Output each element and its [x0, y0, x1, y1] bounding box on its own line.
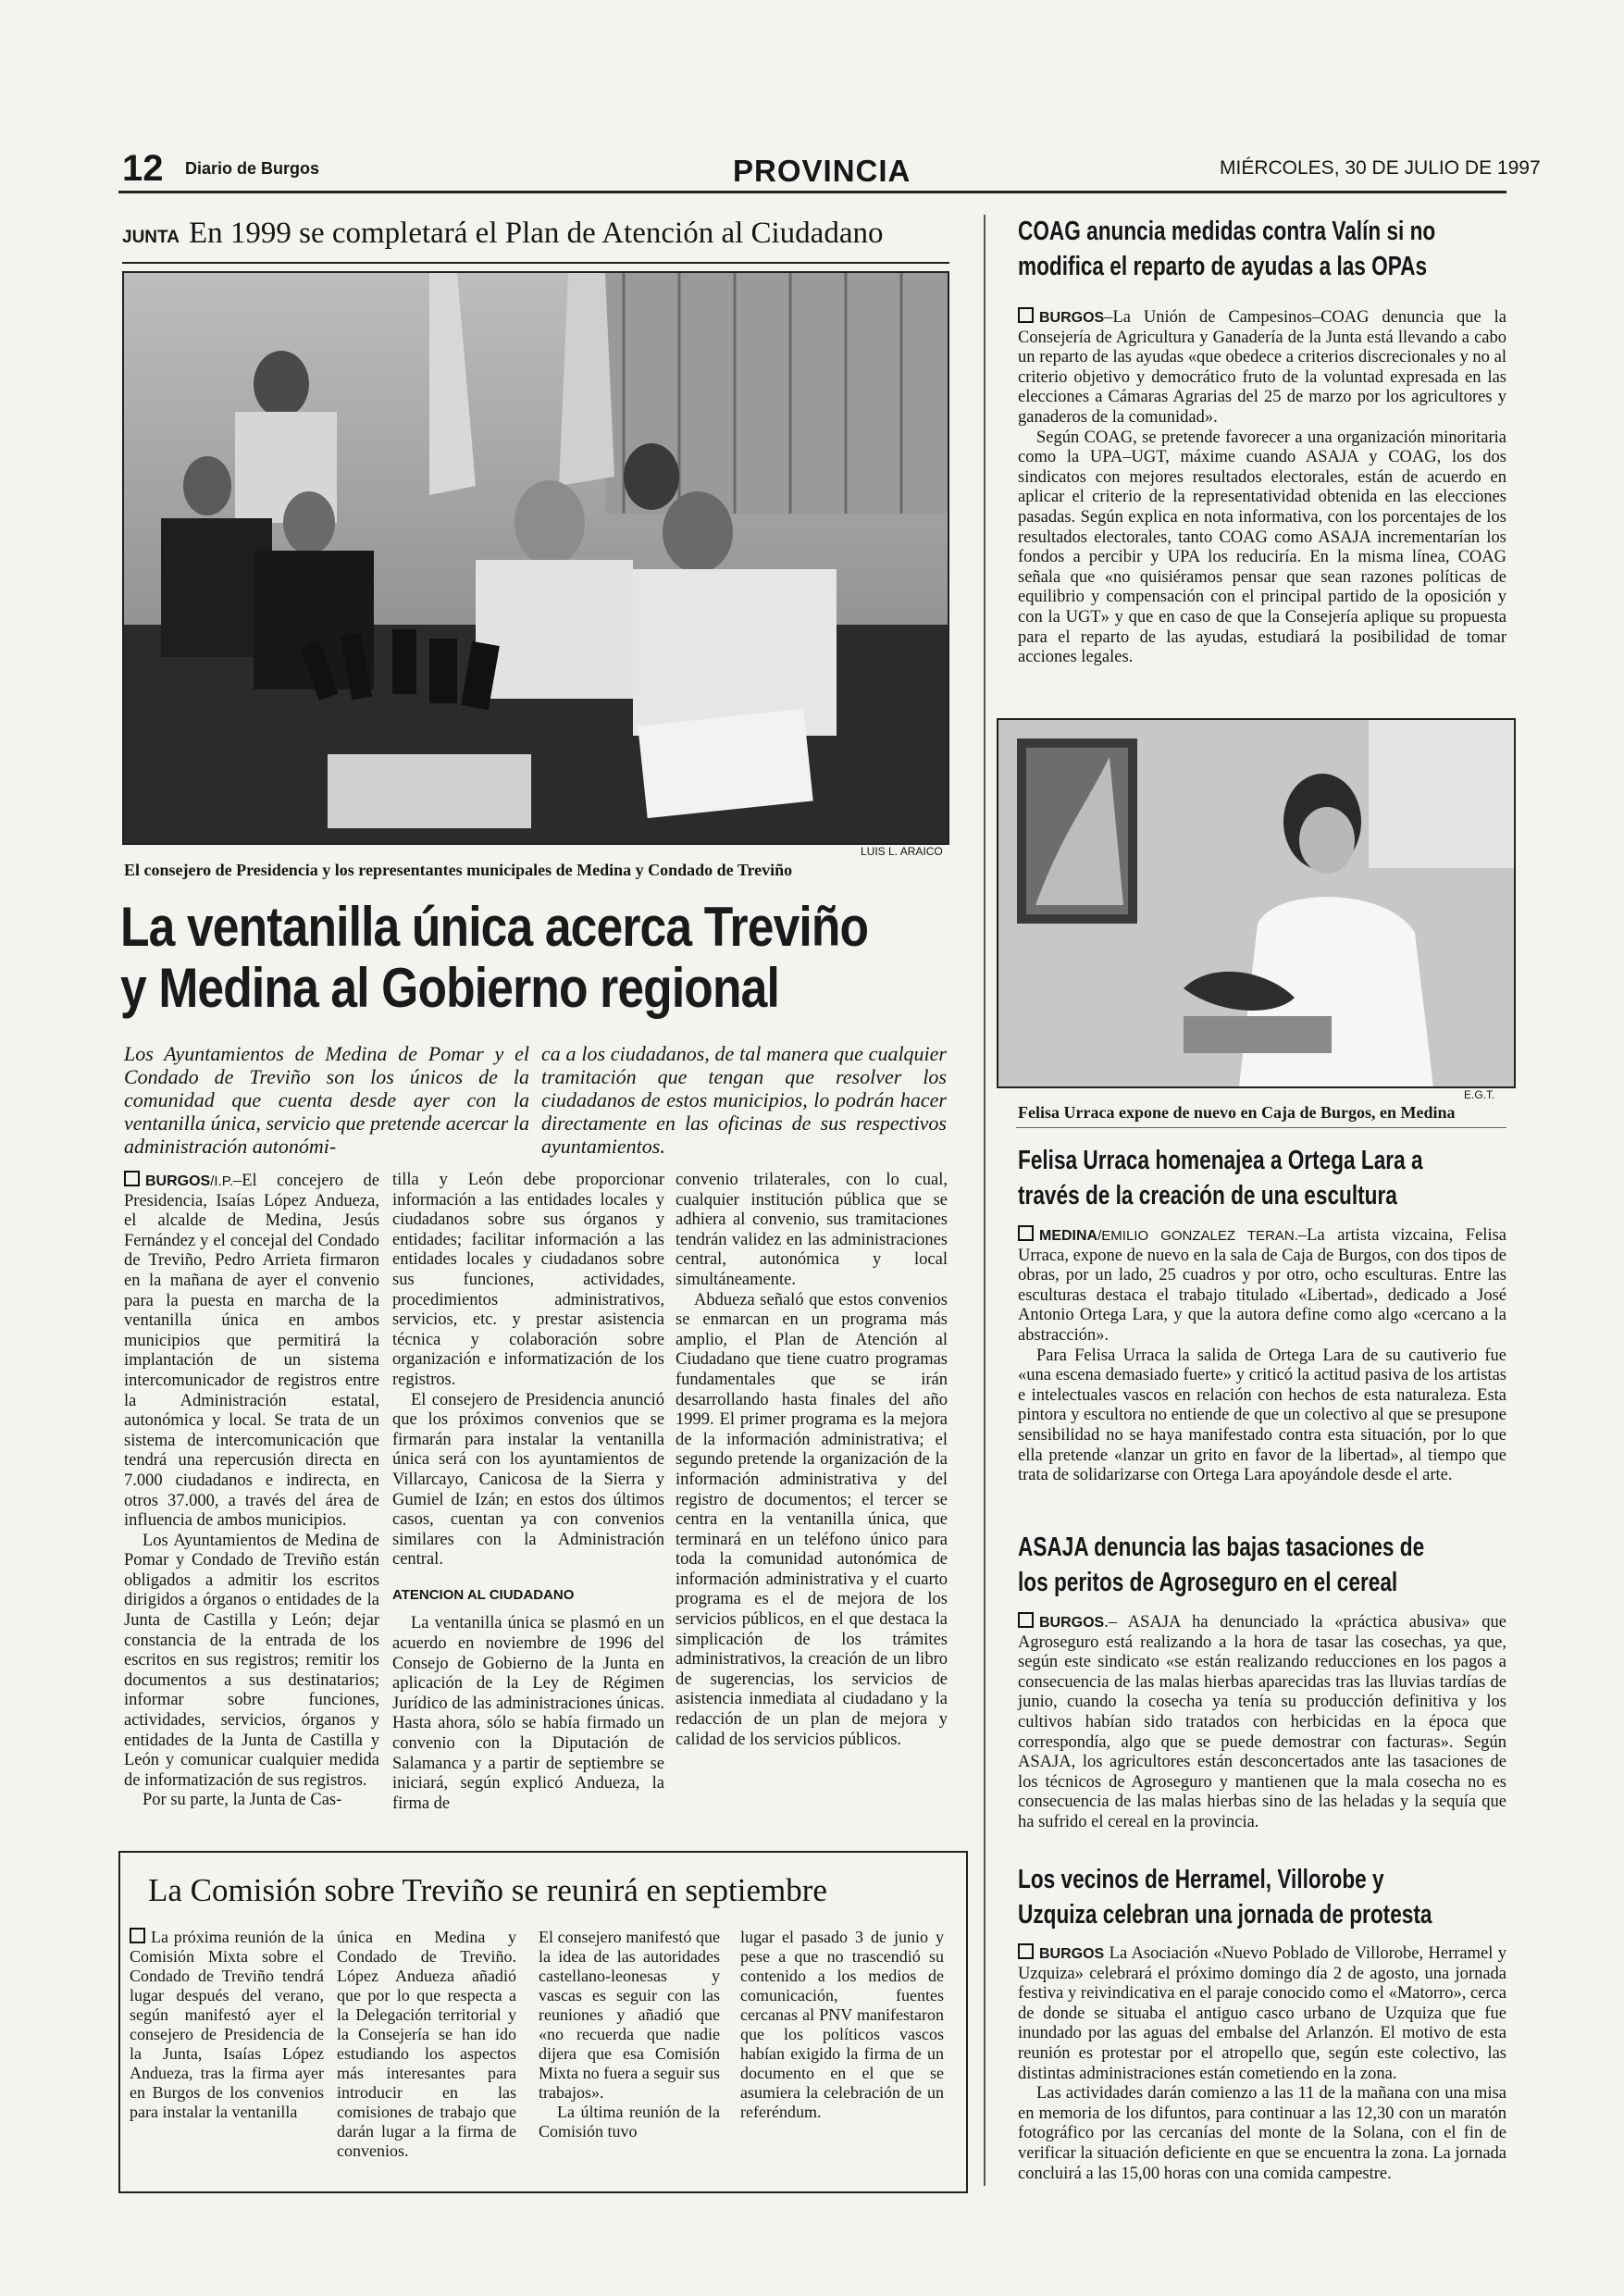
urraca-dateline-box-icon	[1018, 1225, 1034, 1241]
herramel-headline-line1: Los vecinos de Herramel, Villorobe y	[1018, 1865, 1384, 1894]
urraca-rule	[1016, 1127, 1506, 1128]
comision-box-icon	[130, 1928, 145, 1943]
comision-col2-text: única en Medina y Condado de Treviño. López Andueza añadió que por lo que respecta a la Delegación territorial y la Consejería se han ido estudiando los aspectos más interesantes para introducir en las comisiones de trabajo que darán lugar a la firma de convenios.	[337, 1928, 516, 2160]
main-col2-p1: tilla y León debe proporcionar información a las entidades locales y ciudadanos sobre sus órganos y entidades; facilitar información a las entidades locales y ciudadanos sobre sus funciones, actividades, procedimientos administrativos, servicios, etc. y prestar asistencia técnica y colaboración sobre organización e informatización de los registros.	[392, 1171, 664, 1389]
dateline: BURGOS	[145, 1173, 211, 1189]
main-col2-subhead: ATENCION AL CIUDADANO	[392, 1586, 575, 1603]
page-number: 12	[122, 148, 164, 189]
coag-dateline: BURGOS	[1039, 310, 1105, 326]
coag-dateline-box-icon	[1018, 307, 1034, 323]
comision-col1	[130, 1928, 324, 2122]
coag-body	[1018, 307, 1506, 668]
main-col1-p3: Por su parte, la Junta de Cas-	[143, 1791, 342, 1810]
main-photo	[122, 271, 949, 845]
lead-col2: ca a los ciudadanos, de tal manera que cualquier tramitación que tengan que resolver los ciudadanos de estos municipios, lo podrán hacer directamente en las oficinas de sus respectivos ayuntamientos.	[541, 1042, 947, 1158]
herramel-dateline-box-icon	[1018, 1943, 1034, 1959]
urraca-photo	[997, 718, 1516, 1088]
main-headline-line1: La ventanilla única acerca Treviño	[120, 896, 869, 958]
asaja-headline-line2: los peritos de Agroseguro en el cereal	[1018, 1568, 1398, 1597]
main-kicker	[122, 217, 955, 251]
herramel-p1: La Asociación «Nuevo Poblado de Villorobe, Herramel y Uzquiza» celebrará el próximo domingo día 2 de agosto, una jornada festiva y reivindicativa en el paraje conocido como el «Matorro», cerca de donde se situaba el antiguo casco urbano de Uzquiza que fue inundado por las aguas del embalse del Arlanzón. El motivo de esta reunión es protestar por el atropello que, según este colectivo, las distintas administraciones están cometiendo en la zona.	[1018, 1944, 1507, 2083]
masthead-rule	[118, 191, 1506, 193]
urraca-headline-line2: través de la creación de una escultura	[1018, 1181, 1397, 1210]
urraca-photo-credit: E.G.T.	[1464, 1088, 1495, 1101]
main-photo-credit: LUIS L. ARAICO	[861, 845, 943, 858]
herramel-headline-line2: Uzquiza celebran una jornada de protesta	[1018, 1900, 1432, 1930]
main-col2-p3: La ventanilla única se plasmó en un acuerdo en noviembre de 1996 del Consejo de Gobierno de la Junta en aplicación de la Ley de Régimen Jurídico de las administraciones únicas. Hasta ahora, sólo se había firmado un convenio con la Diputación de Salamanca y a partir de septiembre se iniciará, según explicó Andueza, la firma de	[392, 1614, 664, 1813]
lead-col1: Los Ayuntamientos de Medina de Pomar y el Condado de Treviño son los únicos de la comunidad que cuenta desde ayer con la ventanilla única, servicio que pretende acercar la administración autonómi-	[124, 1042, 529, 1158]
asaja-headline-line1: ASAJA denuncia las bajas tasaciones de	[1018, 1533, 1425, 1562]
main-col3-p1: convenio trilaterales, con lo cual, cualquier institución pública que se adhiera al convenio, sus tramitaciones tendrán validez en las administraciones central, autonómica y local simultáneamente.	[676, 1171, 948, 1289]
signing-photo-illustration	[124, 273, 948, 843]
main-col2-p2: El consejero de Presidencia anunció que los próximos convenios que se firmarán para instalar la ventanilla única será con los ayuntamientos de Villarcayo, Canicosa de la Sierra y Gumiel de Izán; en estos dos últimos casos, cuentan ya con convenios similares con la Administración central.	[392, 1390, 664, 1570]
main-col3-p2: Abdueza señaló que estos convenios se enmarcan en un programa más amplio, el Plan de Atención al Ciudadano que tiene cuatro programas fundamentales que se irán desarrollando hasta finales del año 1999. El primer programa es la mejora de la información administrativa; el segundo pretende la organización de la información administrativa y del registro de documentos; el tercer se centra en la ventanilla única, que terminará en un teléfono único para toda la comunidad autonómica de información administrativa y el cuarto programa es el de mejora de los servicios públicos, en el que destaca la simplicación de los trámites administrativos, la creación de un libro de sugerencias, los servicios de asistencia inmediata al ciudadano y la redacción de un plan de mejora y calidad de los servicios públicos.	[676, 1290, 948, 1749]
byline: /I.P.	[210, 1173, 233, 1189]
herramel-body	[1018, 1943, 1506, 2184]
coag-headline-line1: COAG anuncia medidas contra Valín si no	[1018, 217, 1436, 246]
column-divider	[984, 215, 986, 2186]
main-headline-line2: y Medina al Gobierno regional	[120, 957, 779, 1019]
comision-col4	[740, 1928, 944, 2122]
urraca-dateline: MEDINA	[1039, 1228, 1098, 1244]
comision-col4-text: lugar el pasado 3 de junio y pese a que no trascendió su contenido a los medios de comunicación, fuentes cercanas al PNV manifestaron que los políticos vascos habían exigido la firma de un documento en el que se asumiera la celebración de un referéndum.	[740, 1928, 944, 2121]
urraca-p2: Para Felisa Urraca la salida de Ortega Lara de su cautiverio fue «una escena demasiado fuerte» y criticó la actitud pasiva de los artistas e intelectuales vascos en relación con hechos de esta naturaleza. Esta pintora y escultora no entiende de que un colectivo al que se presupone sensibilidad no se haya manifestado contra esta situación, por lo que ella pretende «lanzar un grito en favor de la libertad», al tiempo que trata de solidarizarse con Ortega Lara apoyándole desde el arte.	[1018, 1346, 1506, 1485]
asaja-dateline-box-icon	[1018, 1612, 1034, 1628]
comision-col1-text: La próxima reunión de la Comisión Mixta sobre el Condado de Treviño tendrá lugar después del verano, según manifestó ayer el consejero de Presidencia de la Junta, Isaías López Andueza, tras la firma ayer en Burgos de los convenios para instalar la ventanilla	[130, 1928, 324, 2121]
herramel-dateline: BURGOS	[1039, 1946, 1105, 1962]
coag-p1: –La Unión de Campesinos–COAG denuncia que la Consejería de Agricultura y Ganadería de la Junta está llevando a cabo un reparto de las ayudas «que obedece a criterios discrecionales y no al criterio objetivo y democrático fruto de la voluntad expresada en las elecciones a Cámaras Agrarias del 25 de marzo por los agricultores y ganaderos de la comunidad».	[1018, 308, 1506, 427]
main-col3	[676, 1171, 948, 1750]
main-col2	[392, 1171, 664, 1814]
kicker-label: JUNTA	[122, 228, 180, 247]
artist-photo-illustration	[998, 720, 1514, 1086]
comision-col3-p1: El consejero manifestó que la idea de las autoridades castellano-leonesas y vascas es seguir con las reuniones y añadió que «no recuerda que nadie dijera que esa Comisión Mixta no fuera a seguir sus trabajos».	[539, 1928, 720, 2102]
herramel-p2: Las actividades darán comienzo a las 11 de la mañana con una misa en memoria de los difuntos, para continuar a las 12,30 con un maratón fotográfico por las cercanías del monte de la Solana, con el fin de verificar la situación deficiente en que se encuentra la zona. La jornada concluirá a las 15,00 horas con una comida campestre.	[1018, 2084, 1506, 2183]
asaja-p1: .– ASAJA ha denunciado la «práctica abusiva» que Agroseguro está realizando a la hora de tasar las cosechas, ya que, según este sindicato «se están realizando reducciones en los pagos a consecuencia de las malas hierbas aparecidas tras las lluvias tardías de junio, cuando la cosecha ya tenía su producción definitiva y los cultivos habían sido tratados con herbicidas en la época que correspondía, algo que se puede demostrar con facturas». Según ASAJA, los agricultores están desconcertados ante las tasaciones de los técnicos de Agroseguro y mantienen que la mala cosecha no es consecuencia de las malas hierbas sino de las heladas y la sequía que ha sufrido el cereal en la provincia.	[1018, 1613, 1506, 1831]
comision-col2	[337, 1928, 516, 2161]
comision-col3-p2: La última reunión de la Comisión tuvo	[539, 2103, 720, 2141]
section-name: PROVINCIA	[733, 154, 911, 188]
paper-name: Diario de Burgos	[185, 159, 320, 178]
main-photo-caption: El consejero de Presidencia y los representantes municipales de Medina y Condado de Treviño	[124, 861, 793, 879]
main-col1	[124, 1171, 379, 1811]
urraca-body	[1018, 1225, 1506, 1486]
urraca-p1: –La artista vizcaina, Felisa Urraca, expone de nuevo en la sala de Caja de Burgos, con dos tipos de obras, por un lado, 25 cuadros y por otro, ocho esculturas. Entre las esculturas destaca el trabajo titulado «Libertad», dedicado a José Antonio Ortega Lara, y que la autora define como algo «cercano a la abstracción».	[1018, 1226, 1506, 1345]
asaja-body	[1018, 1612, 1506, 1833]
urraca-byline: /EMILIO GONZALEZ TERAN.	[1097, 1228, 1298, 1244]
asaja-dateline: BURGOS	[1039, 1615, 1105, 1631]
comision-headline: La Comisión sobre Treviño se reunirá en septiembre	[148, 1872, 827, 1908]
urraca-headline-line1: Felisa Urraca homenajea a Ortega Lara a	[1018, 1146, 1423, 1175]
main-col1-p1: –El concejero de Presidencia, Isaías López Andueza, el alcalde de Medina, Jesús Fernández y el concejal del Condado de Treviño, Pedro Arrieta firmaron en la mañana de ayer el convenio para la puesta en marcha de la ventanilla única en ambos municipios que permitirá la implantación de un sistema intercomunicador de registros entre la Administración estatal, autonómica y local. Se trata de un sistema de intercomunicación que tendrá una repercusión directa en 7.000 ciudadanos e indirecta, en otros 37.000, a través del área de influencia de ambos municipios.	[124, 1172, 379, 1531]
coag-headline-line2: modifica el reparto de ayudas a las OPAs	[1018, 252, 1428, 281]
kicker-text: En 1999 se completará el Plan de Atención al Ciudadano	[188, 217, 884, 250]
issue-date: MIÉRCOLES, 30 DE JULIO DE 1997	[1220, 157, 1541, 179]
dateline-box-icon	[124, 1171, 140, 1186]
urraca-photo-caption: Felisa Urraca expone de nuevo en Caja de Burgos, en Medina	[1018, 1103, 1456, 1122]
comision-col3	[539, 1928, 720, 2141]
coag-p2: Según COAG, se pretende favorecer a una organización minoritaria como la UPA–UGT, máxime cuando ASAJA y COAG, los dos sindicatos con mejores resultados electorales, están de acuerdo en aplicar el criterio de la representatividad obtenida en las elecciones pasadas. Según explica en nota informativa, con los porcentajes de los resultados electorales, tanto COAG como ASAJA incrementarían los fondos a percibir y UPA los reduciría. En la misma línea, COAG señala que «no quisiéramos pensar que sean razones políticas de equilibrio y compensación con el principal partido de la oposición y con la UGT» y que en caso de que la Consejería aplique su propuesta para el reparto de las ayudas, estudiará la posibilidad de tomar acciones legales.	[1018, 428, 1506, 667]
kicker-rule	[122, 262, 949, 264]
main-col1-p2: Los Ayuntamientos de Medina de Pomar y Condado de Treviño están obligados a admitir los escritos dirigidos a órganos o entidades de la Junta de Castilla y León; dejar constancia de la entrada de los escritos en sus registros; remitir los documentos a sus destinatarios; informar sobre funciones, actividades, servicios, órganos y entidades de la Junta de Castilla y León y comunicar cualquier medida de informatización de sus registros.	[124, 1531, 379, 1790]
